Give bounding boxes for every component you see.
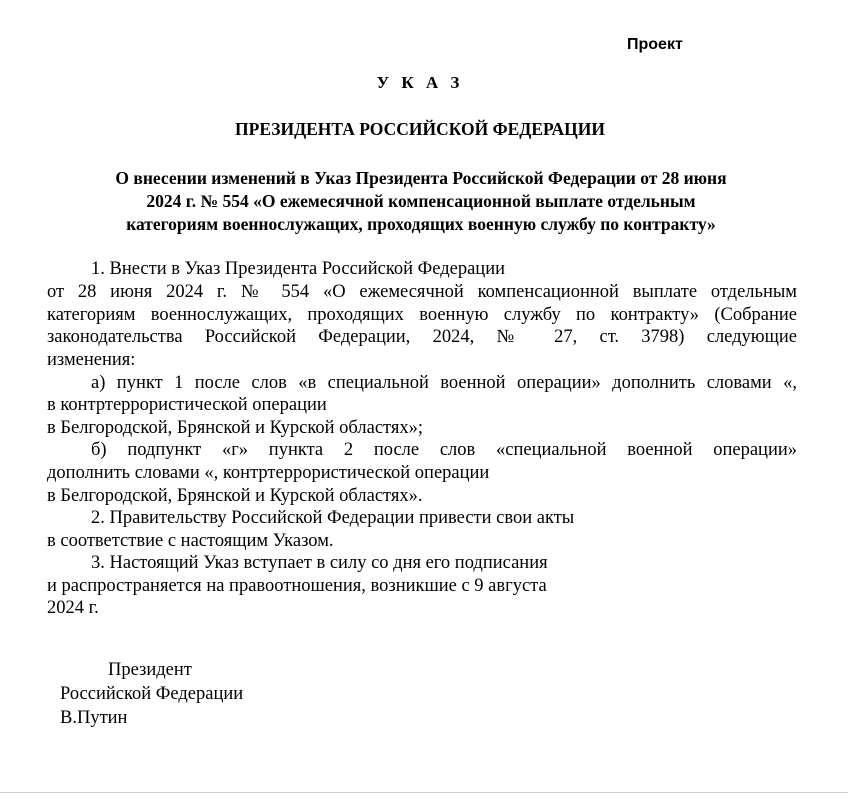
body-line: и распространяется на правоотношения, возникшие с 9 августа <box>47 576 547 596</box>
body-line: изменения: <box>47 350 136 370</box>
body-line: законодательства Российской Федерации, 2024, № 27, ст. 3798) следующие <box>47 327 797 347</box>
body-line: 2024 г. <box>47 598 99 618</box>
decree-subtitle: ПРЕЗИДЕНТА РОССИЙСКОЙ ФЕДЕРАЦИИ <box>235 119 605 139</box>
body-line: в соответствие с настоящим Указом. <box>47 531 334 551</box>
signature-organization: Российской Федерации <box>60 684 244 704</box>
body-line: в контртеррористической операции <box>47 395 327 415</box>
draft-label: Проект <box>627 36 683 53</box>
subject-line: 2024 г. № 554 «О ежемесячной компенсационной выплате отдельным <box>146 191 696 211</box>
body-line: а) пункт 1 после слов «в специальной военной операции» дополнить словами «, <box>91 373 797 393</box>
body-line: дополнить словами «, контртеррористической операции <box>47 463 490 483</box>
subject-line: категориям военнослужащих, проходящих военную службу по контракту» <box>126 214 716 234</box>
body-line: б) подпункт «г» пункта 2 после слов «специальной военной операции» <box>91 440 797 460</box>
body-line: от 28 июня 2024 г. № 554 «О ежемесячной компенсационной выплате отдельным <box>47 282 797 302</box>
decree-subject <box>40 167 802 236</box>
body-line: в Белгородской, Брянской и Курской областях»; <box>47 418 424 438</box>
body-line: 2. Правительству Российской Федерации привести свои акты <box>91 508 575 528</box>
body-line: 3. Настоящий Указ вступает в силу со дня его подписания <box>91 553 548 573</box>
signature-name: В.Путин <box>60 708 128 728</box>
signature-position: Президент <box>108 660 192 680</box>
page-bottom-divider <box>0 792 848 793</box>
body-line: категориям военнослужащих, проходящих военную службу по контракту» (Собрание <box>47 305 797 325</box>
body-line: в Белгородской, Брянской и Курской областях». <box>47 486 423 506</box>
decree-title: У К А З <box>376 73 464 92</box>
subject-line: О внесении изменений в Указ Президента Российской Федерации от 28 июня <box>115 168 727 188</box>
body-line: 1. Внести в Указ Президента Российской Федерации <box>91 259 506 279</box>
